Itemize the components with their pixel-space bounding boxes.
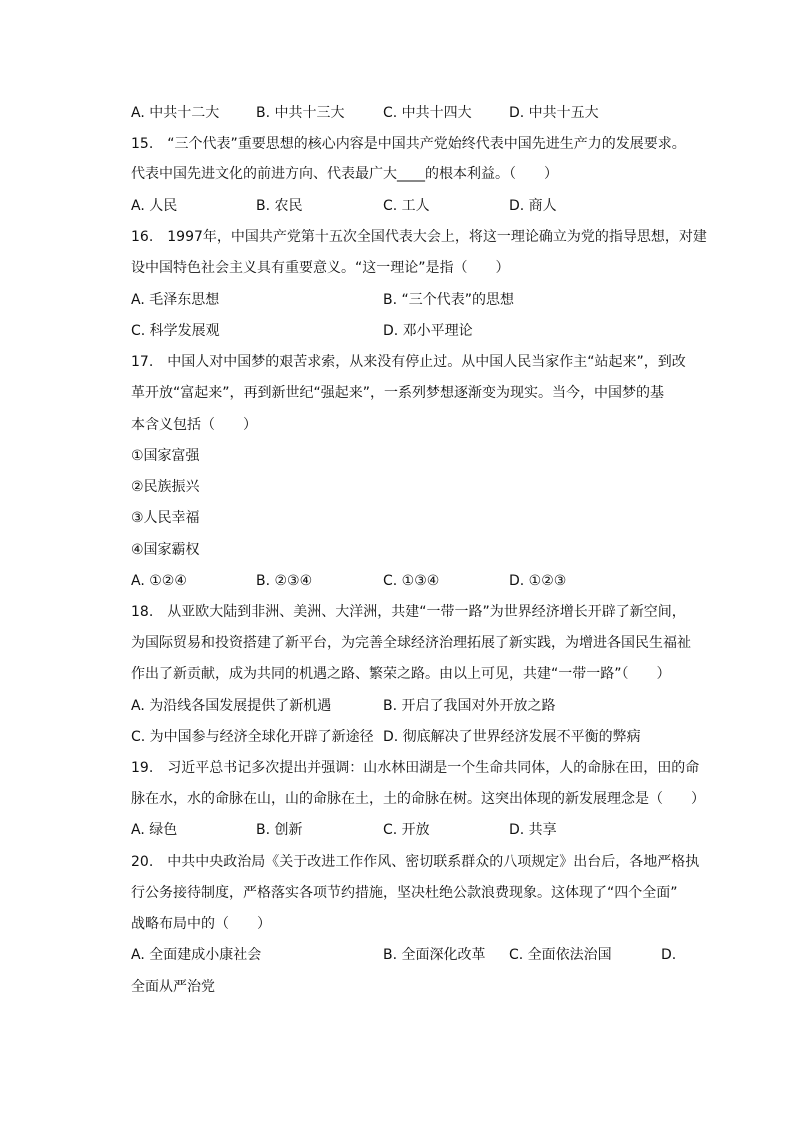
- q19-stem-line-2: 脉在水，水的命脉在山，山的命脉在土，土的命脉在树。这突出体现的新发展理念是（ ）: [131, 791, 705, 807]
- q14-option-d: D. 中共十五大: [509, 105, 599, 121]
- q17-option-c: C. ①③④: [383, 573, 440, 589]
- q17-item-1: ①国家富强: [131, 448, 200, 464]
- q20-stem-line-1: 20. 中共中央政治局《关于改进工作作风、密切联系群众的八项规定》出台后，各地严格执: [131, 854, 700, 870]
- q20-option-d: D.: [661, 947, 677, 963]
- q16-stem-line-2: 设中国特色社会主义具有重要意义。“这一理论”是指（ ）: [131, 260, 510, 276]
- q17-item-4: ④国家霸权: [131, 542, 200, 558]
- q17-item-2: ②民族振兴: [131, 479, 200, 495]
- q17-item-3: ③人民幸福: [131, 510, 200, 526]
- q16-option-b: B. “三个代表”的思想: [383, 292, 515, 308]
- q18-stem-line-1: 18. 从亚欧大陆到非洲、美洲、大洋洲，共建“一带一路”为世界经济增长开辟了新空间，: [131, 604, 686, 620]
- q17-stem-line-2: 革开放“富起来”，再到新世纪“强起来”，一系列梦想逐渐变为现实。当今，中国梦的基: [131, 385, 665, 401]
- q16-option-d: D. 邓小平理论: [383, 323, 473, 339]
- q19-stem-line-1: 19. 习近平总书记多次提出并强调：山水林田湖是一个生命共同体，人的命脉在田，田的命: [131, 760, 700, 776]
- q15-option-b: B. 农民: [256, 198, 303, 214]
- q18-option-a: A. 为沿线各国发展提供了新机遇: [131, 698, 332, 714]
- q17-option-d: D. ①②③: [509, 573, 567, 589]
- q18-option-d: D. 彻底解决了世界经济发展不平衡的弊病: [383, 729, 641, 745]
- q17-option-a: A. ①②④: [131, 573, 187, 589]
- q19-option-b: B. 创新: [256, 822, 303, 838]
- q14-option-a: A. 中共十二大: [131, 105, 220, 121]
- q17-stem-line-1: 17. 中国人对中国梦的艰苦求索，从来没有停止过。从中国人民当家作主“站起来”，到改: [131, 354, 686, 370]
- q16-stem-line-1: 16. 1997年，中国共产党第十五次全国代表大会上，将这一理论确立为党的指导思想，对建: [131, 229, 707, 245]
- q19-option-d: D. 共享: [509, 822, 557, 838]
- q15-option-c: C. 工人: [383, 198, 430, 214]
- q15-stem-line-1: 15. “三个代表”重要思想的核心内容是中国共产党始终代表中国先进生产力的发展要求。: [131, 136, 686, 152]
- q16-option-a: A. 毛泽东思想: [131, 292, 220, 308]
- q20-option-b: B. 全面深化改革: [383, 947, 486, 963]
- q20-option-c: C. 全面依法治国: [509, 947, 612, 963]
- q19-option-c: C. 开放: [383, 822, 430, 838]
- q20-option-d-text: 全面从严治党: [131, 979, 215, 995]
- q14-option-b: B. 中共十三大: [256, 105, 345, 121]
- q16-option-c: C. 科学发展观: [131, 323, 220, 339]
- q18-option-c: C. 为中国参与经济全球化开辟了新途径: [131, 729, 374, 745]
- q20-stem-line-3: 战略布局中的（ ）: [131, 916, 271, 932]
- q17-stem-line-3: 本含义包括（ ）: [131, 417, 257, 433]
- q18-stem-line-3: 作出了新贡献，成为共同的机遇之路、繁荣之路。由以上可见，共建“一带一路”（ ）: [131, 666, 671, 682]
- q15-stem-line-2: 代表中国先进文化的前进方向、代表最广大____的根本利益。（ ）: [131, 166, 558, 182]
- q18-option-b: B. 开启了我国对外开放之路: [383, 698, 556, 714]
- q15-option-d: D. 商人: [509, 198, 557, 214]
- q14-option-c: C. 中共十四大: [383, 105, 472, 121]
- q20-stem-line-2: 行公务接待制度，严格落实各项节约措施，坚决杜绝公款浪费现象。这体现了“四个全面”: [131, 885, 678, 901]
- q17-option-b: B. ②③④: [256, 573, 313, 589]
- q20-option-a: A. 全面建成小康社会: [131, 947, 262, 963]
- q15-option-a: A. 人民: [131, 198, 178, 214]
- q18-stem-line-2: 为国际贸易和投资搭建了新平台，为完善全球经济治理拓展了新实践，为增进各国民生福祉: [131, 635, 691, 651]
- q19-option-a: A. 绿色: [131, 822, 178, 838]
